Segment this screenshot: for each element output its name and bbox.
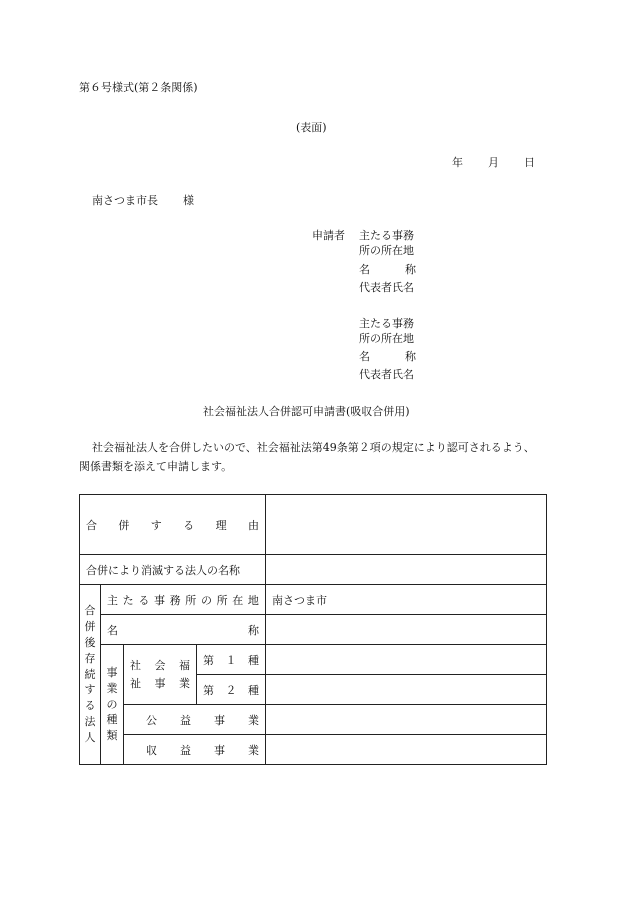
- applicant-name-label: [359, 263, 416, 277]
- form-side: (表面): [296, 121, 327, 134]
- type1-label: [197, 645, 266, 675]
- label-char: 務: [169, 593, 181, 607]
- label-char: 社: [130, 658, 141, 672]
- type2-label: [197, 675, 266, 705]
- label-char: 種: [248, 653, 259, 667]
- table-row-reason: [80, 495, 547, 555]
- label-char: 由: [247, 518, 259, 532]
- label-char: 所: [185, 593, 197, 607]
- label-char: 種: [106, 713, 118, 727]
- applicant-label: 申請者: [312, 229, 345, 242]
- address-label: [101, 585, 266, 615]
- label-char: 事: [153, 593, 165, 607]
- applicant-name-label: [359, 350, 416, 364]
- profit-label: [124, 735, 266, 765]
- label-char: 種: [248, 683, 259, 697]
- label-char: ２: [225, 683, 237, 697]
- label-char: 法: [84, 715, 96, 729]
- address-value[interactable]: 南さつま市: [266, 585, 547, 615]
- reason-label: [80, 495, 266, 555]
- applicant-address-label-2: 所の所在地: [359, 244, 414, 257]
- label-char: 収: [146, 743, 157, 757]
- label-char: る: [183, 518, 195, 532]
- name-char-a: 名: [359, 350, 370, 363]
- table-row-type1: [80, 645, 547, 675]
- label-char: 業: [248, 713, 259, 727]
- surviving-name-label: [101, 615, 266, 645]
- absorbed-corp-value[interactable]: [266, 555, 547, 585]
- public-interest-value[interactable]: [266, 705, 547, 735]
- label-char: 主: [107, 593, 118, 607]
- label-char: 会: [154, 658, 166, 672]
- body-line-1: 社会福祉法人を合併したいので、社会福祉法第49条第２項の規定により認可されるよう、: [92, 441, 535, 454]
- label-char: 人: [84, 731, 96, 745]
- label-char: 公: [146, 713, 157, 727]
- label-char: 地: [247, 593, 259, 607]
- form-number: 第６号様式(第２条関係): [79, 81, 198, 94]
- absorbed-corp-label: 合併により消滅する法人の名称: [80, 555, 266, 585]
- applicant-address-label-2: 所の所在地: [359, 332, 414, 345]
- addressee-name: 南さつま市長: [92, 194, 158, 207]
- label-char: 称: [248, 623, 259, 637]
- label-char: 名: [107, 623, 118, 637]
- profit-value[interactable]: [266, 735, 547, 765]
- reason-value[interactable]: [266, 495, 547, 555]
- table-row-absorbed: [80, 555, 547, 585]
- table-row-profit: [80, 735, 547, 765]
- label-char: 業: [248, 743, 259, 757]
- name-char-b: 称: [405, 263, 416, 276]
- social-welfare-label: [124, 645, 197, 705]
- applicant-address-label-1: 主たる事務: [359, 317, 414, 330]
- label-char: 合: [84, 603, 96, 617]
- label-char: 祉: [130, 676, 141, 690]
- date-day: 日: [524, 156, 535, 169]
- label-char: １: [225, 653, 237, 667]
- business-type-label: [101, 645, 124, 765]
- table-row-name: [80, 615, 547, 645]
- label-char: 事: [106, 665, 118, 679]
- label-char: 後: [84, 635, 96, 649]
- label-char: る: [84, 699, 96, 713]
- label-char: 益: [180, 713, 191, 727]
- label-char: 業: [106, 681, 118, 695]
- applicant-representative-label: 代表者氏名: [359, 368, 414, 381]
- document-title: 社会福祉法人合併認可申請書(吸収合併用): [203, 405, 410, 418]
- table-row-public-interest: [80, 705, 547, 735]
- applicant-representative-label: 代表者氏名: [359, 281, 414, 294]
- body-line-2: 関係書類を添えて申請します。: [79, 460, 233, 473]
- label-char: 在: [232, 593, 244, 607]
- label-char: 存: [84, 651, 96, 665]
- label-char: た: [122, 593, 134, 607]
- type1-value[interactable]: [266, 645, 547, 675]
- applicant-address-label-1: 主たる事務: [359, 229, 414, 242]
- application-table: [79, 494, 547, 765]
- surviving-name-value[interactable]: [266, 615, 547, 645]
- label-char: す: [84, 683, 96, 697]
- label-char: 続: [84, 667, 96, 681]
- label-char: 福: [179, 658, 190, 672]
- public-interest-label: [124, 705, 266, 735]
- name-char-b: 称: [405, 350, 416, 363]
- date-year: 年: [452, 156, 463, 169]
- label-char: 事: [154, 676, 166, 690]
- label-char: 所: [216, 593, 228, 607]
- addressee-honorific: 様: [183, 194, 194, 207]
- name-char-a: 名: [359, 263, 370, 276]
- label-char: 併: [84, 619, 96, 633]
- label-char: る: [138, 593, 150, 607]
- label-char: 理: [215, 518, 227, 532]
- label-char: 事: [214, 743, 225, 757]
- type2-value[interactable]: [266, 675, 547, 705]
- label-char: の: [106, 697, 118, 711]
- label-char: 類: [106, 729, 118, 743]
- label-char: す: [150, 518, 162, 532]
- label-char: 業: [179, 676, 190, 690]
- label-char: 併: [118, 518, 130, 532]
- surviving-corp-label: [80, 585, 101, 765]
- date-month: 月: [488, 156, 499, 169]
- label-char: 合: [86, 518, 97, 532]
- label-char: 事: [214, 713, 225, 727]
- label-char: の: [200, 593, 212, 607]
- label-char: 第: [203, 683, 214, 697]
- label-char: 第: [203, 653, 214, 667]
- table-row-address: [80, 585, 547, 615]
- label-char: 益: [180, 743, 191, 757]
